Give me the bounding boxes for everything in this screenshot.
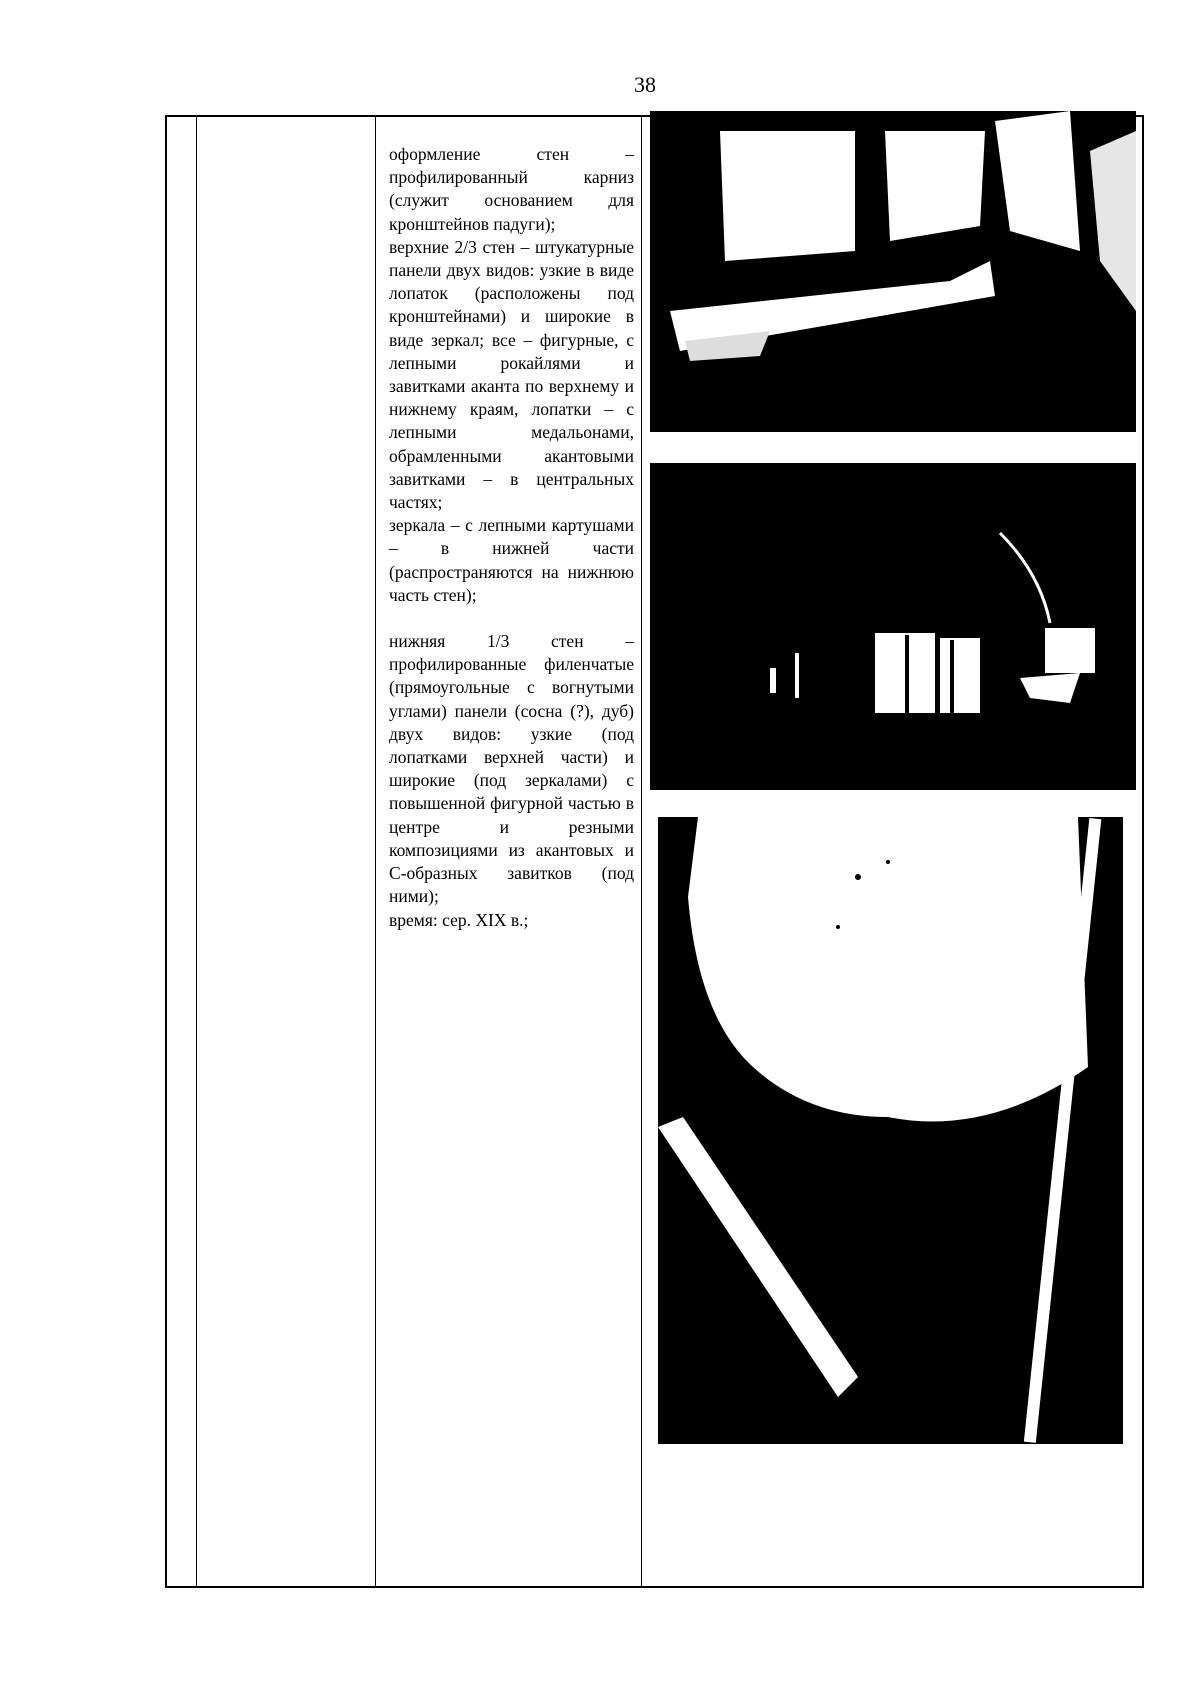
description-paragraph: оформление стен – профилированный карниз (служит основанием для кронштейнов падуги); <box>389 144 634 234</box>
interior-windows-photo <box>650 463 1136 790</box>
document-table <box>165 115 1144 1588</box>
description-paragraph: зеркала – с лепными картушами – в нижней части (распространяются на нижнюю часть стен); <box>389 515 634 605</box>
description-paragraph: верхние 2/3 стен – штукатурные панели двух видов: узкие в виде лопаток (расположены под кронштейнами) и широкие в виде зеркал; все – фигурные, с лепными рокайлями и завитками аканта по верхнему и нижнему краям, лопатки – с лепными медальонами, обрамленными акантовыми завитками – в центральных частях; <box>389 236 634 513</box>
ceiling-cornice-photo <box>658 817 1123 1444</box>
page-number: 38 <box>634 72 656 97</box>
description-cell <box>389 143 634 932</box>
column-divider <box>375 117 376 1586</box>
column-divider <box>196 117 197 1586</box>
column-divider <box>641 117 642 1586</box>
description-paragraph: время: сер. XIX в.; <box>389 909 529 930</box>
description-paragraph: нижняя 1/3 стен – профилированные филенчатые (прямоугольные с вогнутыми углами) панели (сосна (?), дуб) двух видов: узкие (под лопатками верхней части) и широкие (под зеркалами) с повышенной фигурной частью в центре и резными композициями из акантовых и С-образных завитков (под ними); <box>389 631 634 907</box>
window-photo <box>650 111 1136 432</box>
